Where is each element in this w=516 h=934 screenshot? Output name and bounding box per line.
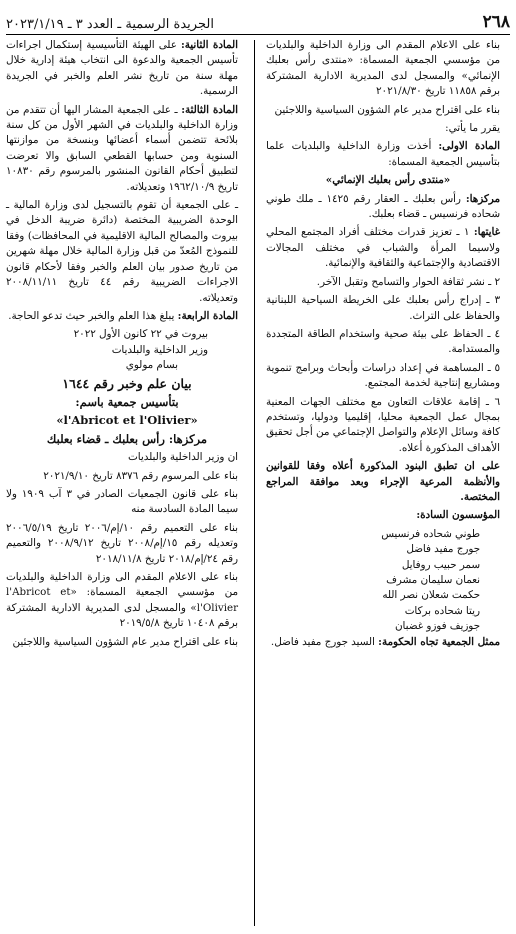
article-title: المادة الثانية: — [180, 39, 238, 51]
article-text: أخذت وزارة الداخلية والبلديات علما بتأسيس الجمعية المسماة: — [266, 140, 500, 168]
signature-name: بسام مولوي — [125, 359, 178, 372]
goal-item: ٢ ـ نشر ثقافة الحوار والتسامح وتقبل الآخر. — [316, 275, 500, 288]
association-name-fr: «l'Abricot et l'Olivier» — [56, 413, 198, 428]
page-header — [6, 10, 510, 32]
founder-name: جورج مفيد فاضل — [406, 543, 480, 556]
article-text: يبلغ هذا العلم والخبر حيث تدعو الحاجة. — [8, 309, 175, 322]
headquarters — [266, 192, 510, 223]
article-3 — [6, 103, 248, 195]
founder-name: طوني شحاده فرنسيس — [381, 527, 480, 540]
goal-item: ٥ ـ المساهمة في إعداد دراسات وأبحاث وبرامج تنموية ومشاريع إنتاجية لخدمة المجتمع. — [266, 361, 500, 390]
statement-title: بيان علم وخبر رقم ١٦٤٤ — [62, 375, 192, 391]
article-1 — [266, 139, 510, 170]
paragraph: بناء على قانون الجمعيات الصادر في ٣ آب ١٩٠٩ ولا سيما المادة السادسة منه — [6, 487, 238, 516]
rep-title: ممثل الجمعية تجاه الحكومة: — [378, 635, 500, 648]
founder-name: ريتا شحاده بركات — [404, 604, 480, 617]
decides-line: يقرر ما يأتي: — [445, 122, 500, 135]
gazette-title: الجريدة الرسمية ـ العدد ٣ ـ ٢٠٢٣/١/١٩ — [6, 17, 214, 32]
article-title: المادة الثالثة: — [181, 103, 238, 116]
header-rule — [6, 34, 510, 35]
rep-text: السيد جورج مفيد فاضل. — [270, 635, 375, 648]
goals — [266, 225, 510, 271]
article-3-part-2: ـ على الجمعية أن تقوم بالتسجيل لدى وزارة المالية ـ الوحدة الضريبية المختصة (دائرة ضريبة الدخل في بيروت والمصالح المالية الاقليمية في المحافظات) وفقا للنموذج المُعدّ من قبل وزارة المالية خلال مهلة شهرين من تاريخ صدور بيان العلم والخبر وفقا لأحكام قانون الاجراءات الضريبية رقم ٤٤ تاريخ ٢٠٠٨/١١/١١ وتعديلاته. — [6, 199, 238, 304]
compliance-clause: على ان تطبق البنود المذكورة أعلاه وفقا للقوانين والأنظمة المرعية الإجراء وبعد موافقة المراجع المختصة. — [266, 460, 500, 503]
article-4 — [6, 309, 248, 324]
hq-title: مركزها: — [465, 192, 500, 205]
article-text: ـ على الجمعية المشار اليها أن تتقدم من وزارة الداخلية والبلديات في الشهر الأول من كل سنة بلائحة تتضمن أسماء أعضائها وبنسخة من موازنتها السنوية ومن حسابها القطعي السابق والا تعرضت لتطبيق أحكام القانون المنشور بالمرسوم رقم ١٠٨٣٠ تاريخ ١٩٦٢/١٠/٩ وتعديلاته. — [6, 103, 238, 193]
gov-representative — [266, 635, 510, 650]
paragraph: بناء على التعميم رقم ١٠/إم/٢٠٠٦ تاريخ ٢٠٠٦/٥/١٩ وتعديله رقم ١٥/إم/٢٠٠٨ تاريخ ٢٠٠٨/٩/١٢ والتعميم رقم ٢٤/إم/٢٠١٨ تاريخ ٢٠١٨/١١/٨ — [6, 521, 238, 565]
signature-title: وزير الداخلية والبلديات — [111, 343, 208, 356]
paragraph: بناء على الاعلام المقدم الى وزارة الداخلية والبلديات من مؤسسي الجمعية المسماة: «منتدى رأس بعلبك الإنمائي» والمسجل لدى المديرية الادارية المشتركة برقم ١١٨٥٨ تاريخ ٢٠٢١/٨/٣٠ — [266, 39, 500, 98]
founder-name: جوزيف فوزو غضبان — [394, 620, 480, 633]
page-number: ٢٦٨ — [482, 12, 510, 32]
right-column — [266, 38, 510, 653]
signature-date: بيروت في ٢٢ كانون الأول ٢٠٢٢ — [73, 328, 208, 341]
paragraph: بناء على اقتراح مدير عام الشؤون السياسية واللاجئين — [274, 103, 500, 116]
paragraph: بناء على المرسوم رقم ٨٣٧٦ تاريخ ٢٠٢١/٩/١٠ — [43, 469, 238, 482]
hq-text: رأس بعلبك ـ العقار رقم ١٤٢٥ ـ ملك طوني شحاده فرنسيس ـ قضاء بعلبك. — [266, 192, 500, 221]
minister-line: ان وزير الداخلية والبلديات — [128, 451, 238, 464]
left-column — [6, 38, 248, 653]
association-name: «منتدى رأس بعلبك الإنمائي» — [325, 174, 451, 187]
goals-title: غايتها: — [473, 226, 500, 239]
column-divider — [254, 40, 255, 926]
founder-name: حكمت شعلان نصر الله — [382, 589, 480, 602]
goal-item: ٦ ـ إقامة علاقات التعاون مع مختلف الجهات المعنية بمجال عمل الجمعية محليا، إقليميا ودوليا، وتستخدم كافة وسائل الإعلام والتواصل الإجتماعي من أجل تحقيق الأهداف المذكورة أعلاه. — [266, 395, 500, 454]
paragraph: بناء على اقتراح مدير عام الشؤون السياسية واللاجئين — [12, 635, 238, 648]
article-title: المادة الرابعة: — [177, 309, 238, 322]
paragraph: بناء على الاعلام المقدم الى وزارة الداخلية والبلديات من مؤسسي الجمعية المسماة: «l'Abricot et l'Olivier» والمسجل لدى المديرية الادارية المشتركة برقم ١٠٤٠٨ تاريخ ٢٠١٩/٥/٨ — [6, 571, 238, 630]
founder-name: نعمان سليمان مشرف — [386, 574, 480, 586]
goal-item: ١ ـ تعزيز قدرات مختلف أفراد المجتمع المحلي ولاسيما المرأة والشباب في مختلف المجالات الاقتصادية والإجتماعية والثقافية والإنمائية. — [266, 226, 500, 270]
founders-title: المؤسسون السادة: — [416, 509, 500, 522]
statement-subtitle: بتأسيس جمعية باسم: — [75, 394, 179, 409]
article-2 — [6, 38, 248, 100]
article-title: المادة الاولى: — [438, 140, 500, 153]
article-text: على الهيئة التأسيسية إستكمال اجراءات تأسيس الجمعية والدعوة الى انتخاب هيئة إدارية خلال مهلة سنة من تاريخ نشر العلم والخبر في الجريدة الرسمية. — [6, 39, 238, 98]
goal-item: ٤ ـ الحفاظ على بيئة صحية واستخدام الطاقة المتجددة والمستدامة. — [266, 327, 500, 356]
founder-name: سمر حبيب روفايل — [401, 558, 480, 571]
statement-hq: مركزها: رأس بعلبك ـ قضاء بعلبك — [46, 431, 208, 446]
goal-item: ٣ ـ إدراج رأس بعلبك على الخريطة السياحية اللبنانية والحفاظ على التراث. — [266, 294, 500, 322]
